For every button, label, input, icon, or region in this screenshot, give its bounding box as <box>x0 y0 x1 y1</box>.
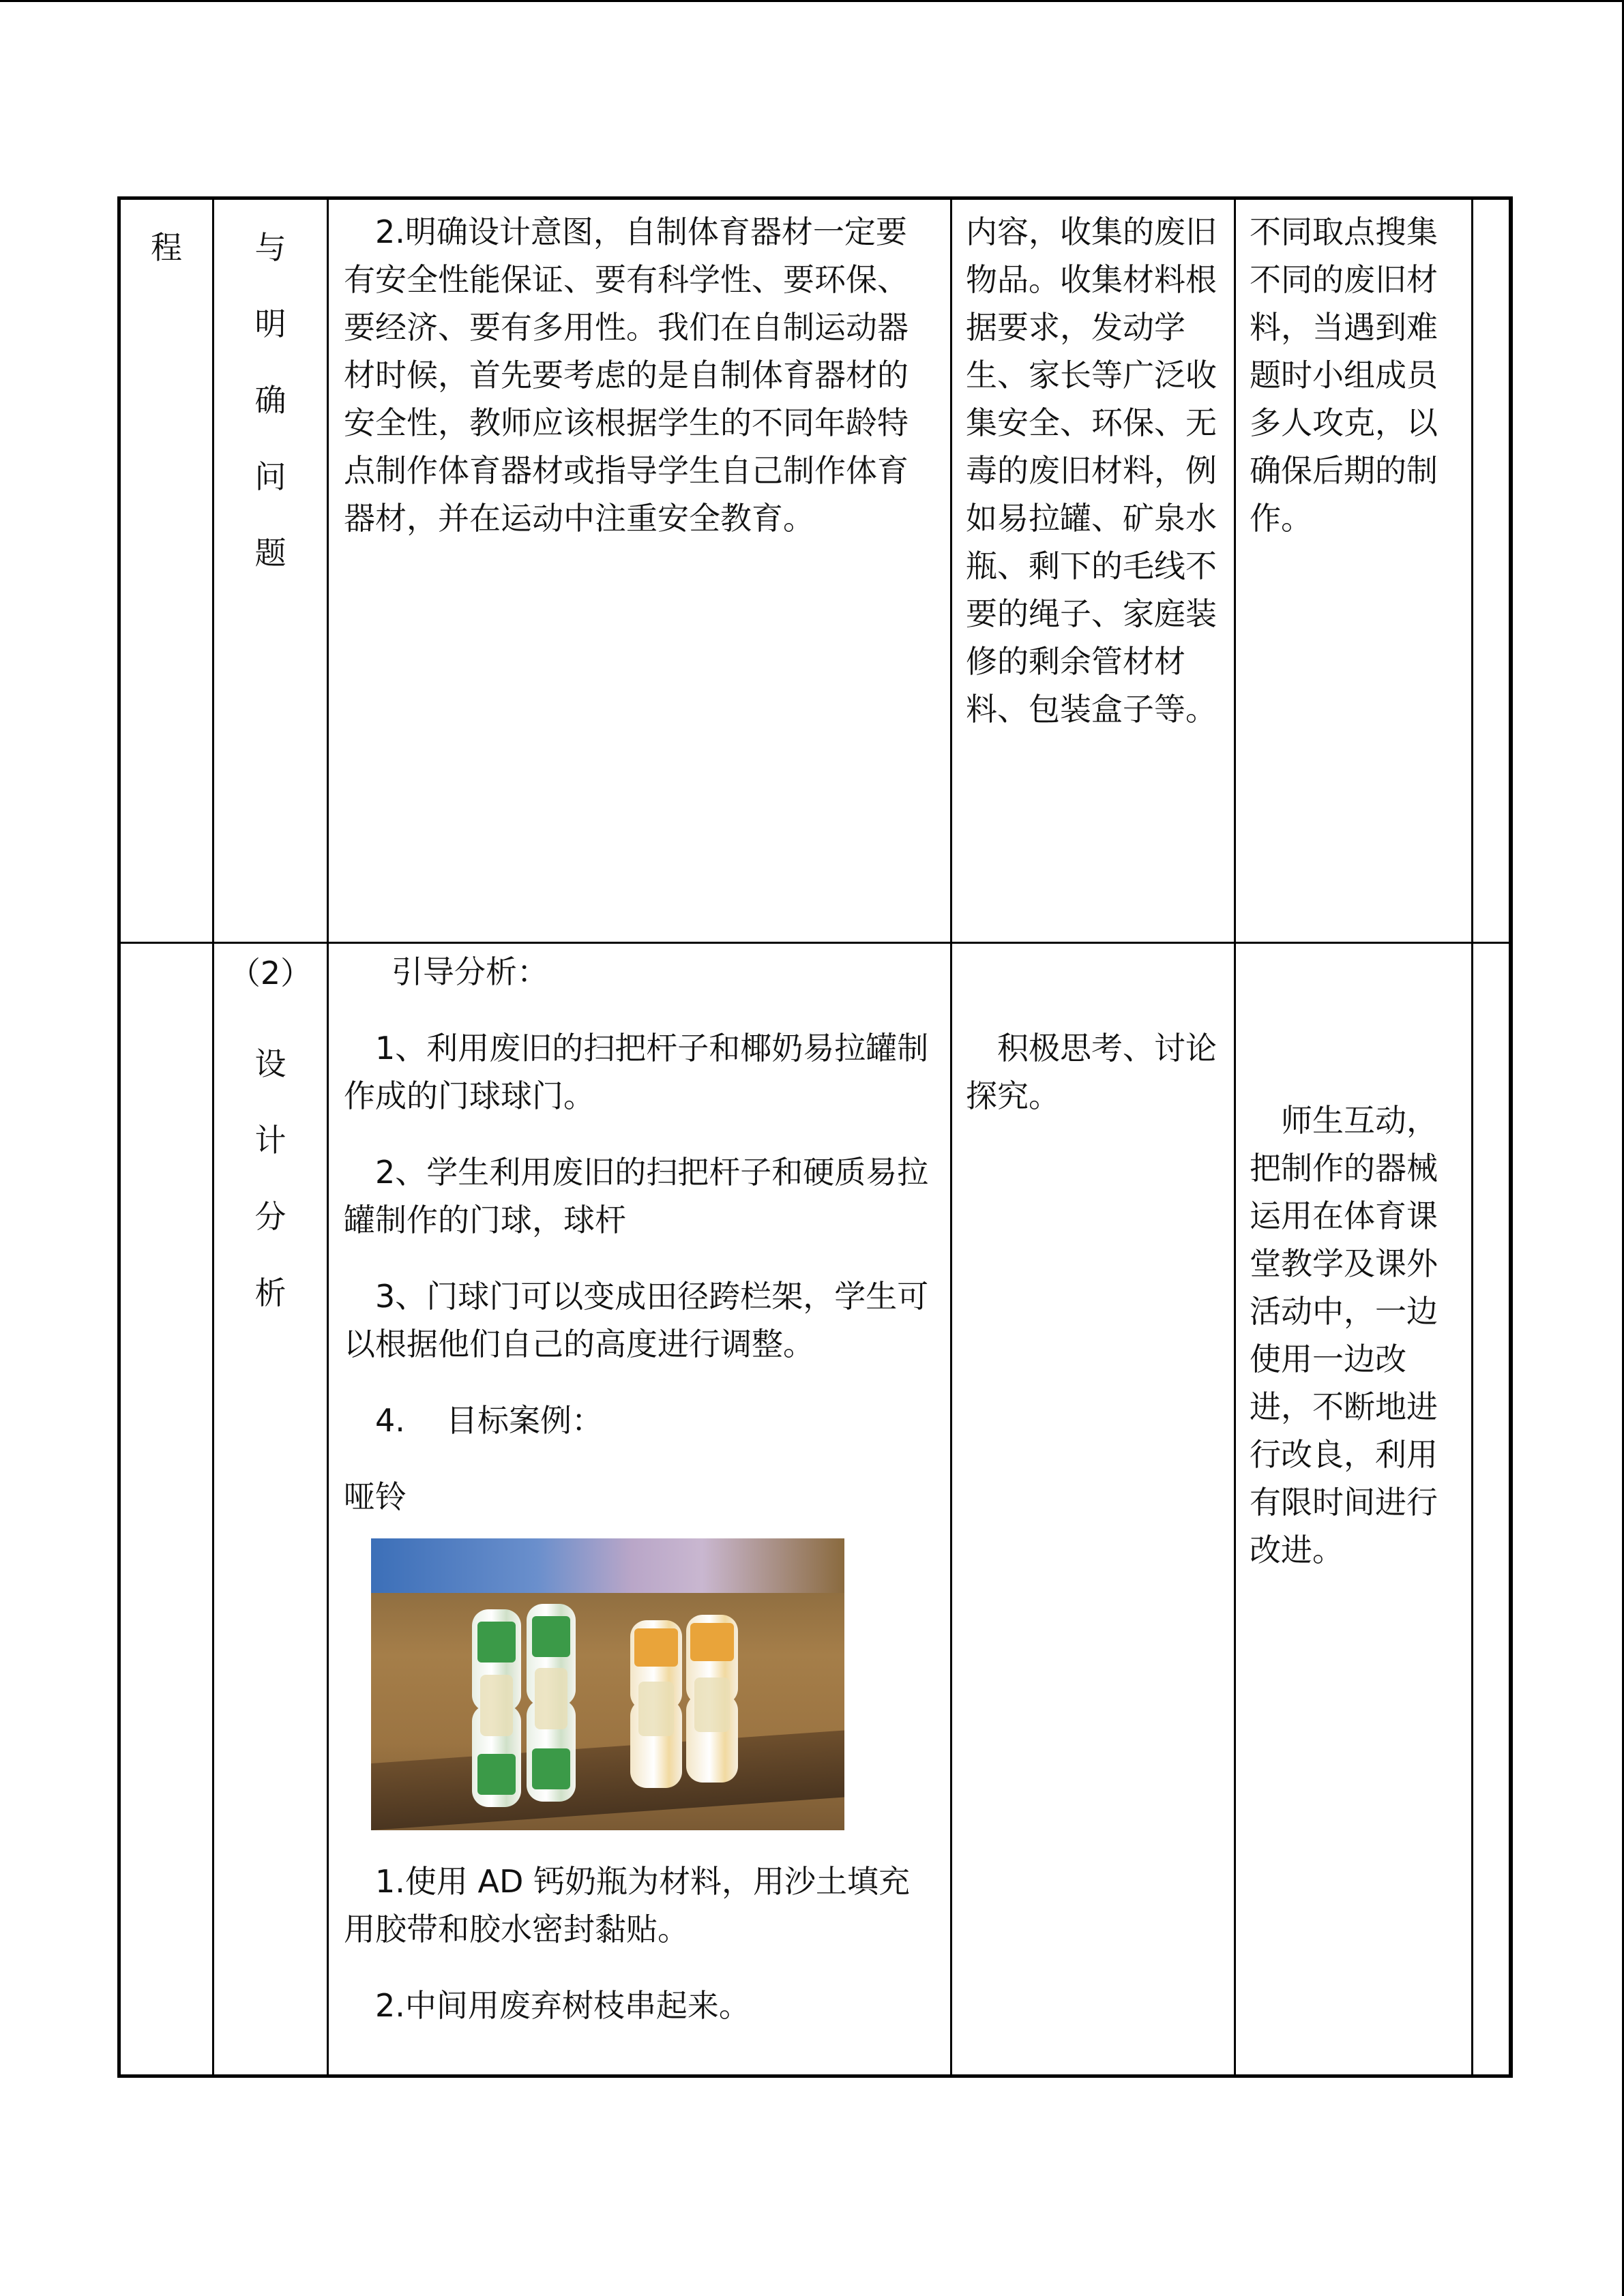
dumbbell-step-1: 1.使用 AD 钙奶瓶为材料，用沙土填充用胶带和胶水密封黏贴。 <box>344 1863 911 1948</box>
teacher-student-interaction-text: 师生互动，把制作的器械运用在体育课堂教学及课外活动中，一边使用一边改进，不断地进行改良，利用有限时间进行改进。 <box>1250 1102 1438 1568</box>
student-activity-cell <box>951 198 1235 943</box>
step-char: 计 <box>254 1122 286 1159</box>
stage-cell <box>119 198 213 943</box>
guide-intro: 引导分析： <box>392 953 548 990</box>
lesson-plan-table <box>117 196 1513 2078</box>
student-activity-cell-2 <box>951 943 1235 2076</box>
analysis-item-3: 3、门球门可以变成田径跨栏架，学生可以根据他们自己的高度进行调整。 <box>344 1278 929 1362</box>
student-thinking-text: 积极思考、讨论探究。 <box>966 1030 1217 1114</box>
page-top-border <box>0 0 1624 2</box>
step-char: 与 <box>254 229 286 266</box>
analysis-item-1: 1、利用废旧的扫把杆子和椰奶易拉罐制作成的门球球门。 <box>344 1030 929 1114</box>
dumbbell-label: 哑铃 <box>344 1478 407 1515</box>
stage-label: 程 <box>151 229 182 266</box>
step-cell-design <box>213 943 328 2076</box>
group-work-text: 不同取点搜集不同的废旧材料，当遇到难题时小组成员多人攻克，以确保后期的制作。 <box>1250 213 1438 537</box>
design-intent-cell <box>1235 198 1473 943</box>
analysis-item-2: 2、学生利用废旧的扫把杆子和硬质易拉罐制作的门球，球杆 <box>344 1154 929 1238</box>
step-char: 确 <box>254 382 286 419</box>
narrow-edge-cell-2 <box>1473 943 1511 2076</box>
step-cell-problem <box>213 198 328 943</box>
dumbbell-step-2: 2.中间用废弃树枝串起来。 <box>375 1987 750 2024</box>
step-char: 分 <box>254 1198 286 1235</box>
step-char: 设 <box>254 1045 286 1082</box>
step-number: （2） <box>228 955 312 992</box>
dumbbell-photo <box>371 1538 844 1830</box>
material-collection-text: 内容，收集的废旧物品。收集材料根据要求，发动学生、家长等广泛收集安全、环保、无毒的废旧材料，例如易拉罐、矿泉水瓶、剩下的毛线不要的绳子、家庭装修的剩余管材材料、包装盒子等。 <box>966 213 1217 728</box>
item-4-number: 4. <box>375 1402 405 1439</box>
table-row-design-analysis <box>119 943 1511 2076</box>
table-row-problem-definition <box>119 198 1511 943</box>
content-cell-design-intent <box>328 198 951 943</box>
content-cell-analysis <box>328 943 951 2076</box>
design-intent-text: 2.明确设计意图，自制体育器材一定要有安全性能保证、要有科学性、要环保、要经济、要有多用性。我们在自制运动器材时候，首先要考虑的是自制体育器材的安全性，教师应该根据学生的不同年龄特点制作体育器材或指导学生自己制作体育器材，并在运动中注重安全教育。 <box>344 213 909 537</box>
step-char: 题 <box>254 535 286 571</box>
step-char: 明 <box>254 305 286 342</box>
design-intent-cell-2 <box>1235 943 1473 2076</box>
step-char: 析 <box>254 1274 286 1311</box>
stage-cell-empty <box>119 943 213 2076</box>
step-char: 问 <box>254 458 286 495</box>
narrow-edge-cell <box>1473 198 1511 943</box>
analysis-item-4 <box>344 1397 938 1444</box>
item-4-text: 目标案例： <box>446 1402 603 1439</box>
